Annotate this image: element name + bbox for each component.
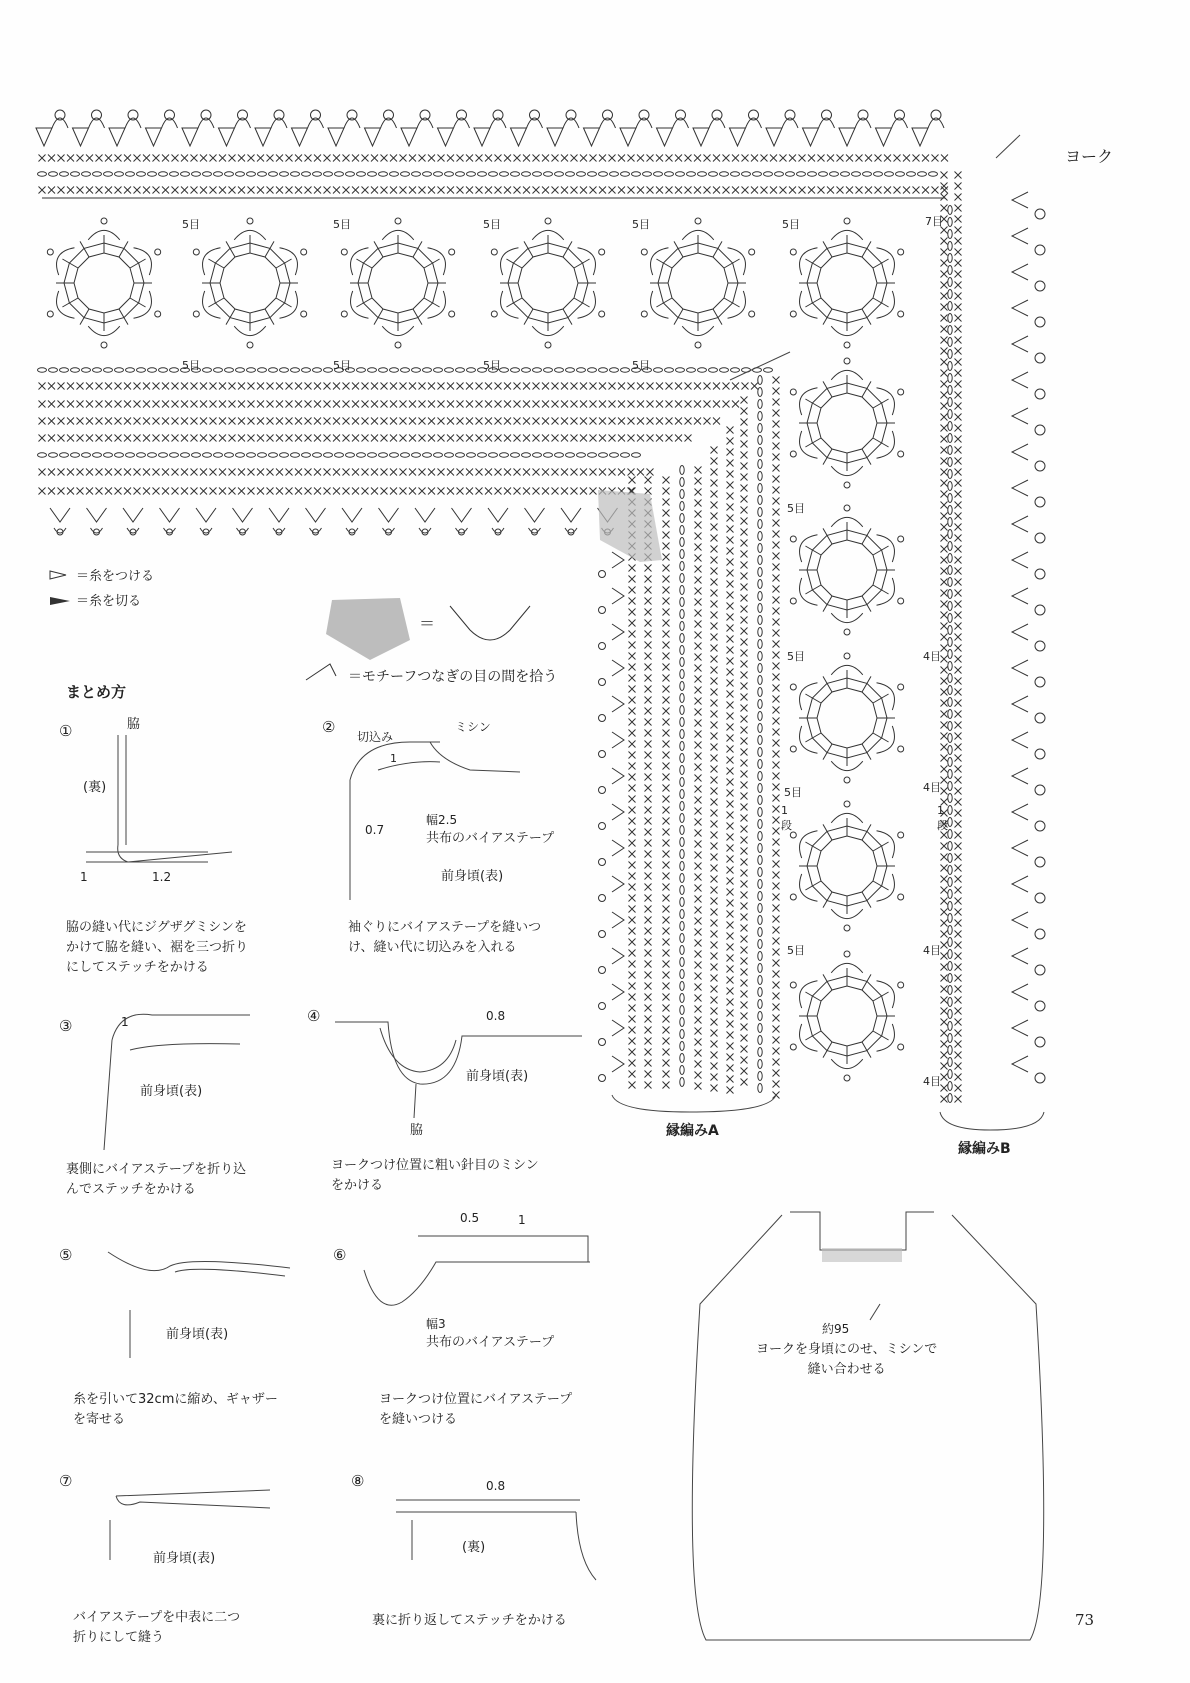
step1-ura: (裏): [83, 780, 107, 795]
step1-m2: 1.2: [152, 870, 172, 884]
step-number: ①: [59, 722, 73, 740]
stitch-label: 5目: [182, 359, 200, 372]
step1-drawing: [118, 735, 232, 862]
row-label: 段: [781, 819, 792, 832]
step1-waki: 脇: [127, 717, 141, 732]
step2-haba: 幅2.5: [426, 813, 458, 827]
step2-kirikomi: 切込み: [357, 730, 394, 744]
stitch-label: 4目: [923, 944, 941, 957]
step1-caption: 脇の縫い代にジグザグミシンを かけて脇を縫い、裾を三つ折り にしてステッチをかける: [66, 920, 249, 976]
corner-arrow: [996, 135, 1020, 158]
step-number: ⑤: [59, 1246, 73, 1264]
step7-caption: バイアステープを中表に二つ 折りにして縫う: [73, 1610, 241, 1646]
chart-rows: [36, 110, 948, 535]
stitch-label: 5目: [632, 218, 650, 231]
step6-haba: 幅3: [426, 1317, 446, 1331]
step4-waki: 脇: [410, 1123, 424, 1138]
garment-yoke: [790, 1212, 934, 1250]
step2-tape: [378, 762, 440, 770]
step2-front: 前身頃(表): [441, 869, 504, 884]
legend-pick-symbol: [306, 664, 336, 680]
stitch-label: 5目: [483, 359, 501, 372]
stitch-label: 4目: [923, 781, 941, 794]
legend-pick: ＝モチーフつなぎの目の間を拾う: [348, 669, 558, 685]
stitch-label: 5目: [632, 359, 650, 372]
step8-m08: 0.8: [486, 1479, 506, 1493]
edge-b-label: 縁編みB: [958, 1141, 1011, 1157]
join-shade: [598, 490, 662, 562]
legend-attach: ＝糸をつける: [76, 569, 155, 584]
row-label: 段: [937, 819, 948, 832]
garment-caption: ヨークを身頃にのせ、ミシンで 縫い合わせる: [756, 1342, 938, 1378]
step4-stitch: [380, 1028, 456, 1072]
step7-front: 前身頃(表): [153, 1551, 216, 1566]
step6-m1: 1: [518, 1213, 526, 1227]
attach-symbol: [50, 571, 66, 579]
step6-m05: 0.5: [460, 1211, 480, 1225]
step8-ura: (裏): [462, 1540, 486, 1555]
row-label: 1: [937, 804, 944, 817]
step8-drawing: [396, 1500, 596, 1580]
step2-caption: 袖ぐりにバイアステープを縫いつ け、縫い代に切込みを入れる: [348, 920, 542, 956]
assembly-heading: まとめ方: [66, 683, 127, 701]
step6-drawing: [364, 1236, 590, 1305]
stitch-label: 5目: [787, 944, 805, 957]
edge-b-brace: [940, 1112, 1044, 1130]
stitch-label: 7目: [925, 215, 943, 228]
stitch-label: 5目: [782, 218, 800, 231]
step2-m07: 0.7: [365, 823, 385, 837]
step2-m1: 1: [390, 752, 397, 765]
step-number: ⑥: [333, 1246, 347, 1264]
chart-columns: [599, 172, 1046, 1103]
stitch-label: 4目: [923, 1075, 941, 1088]
row-label: 1: [781, 804, 788, 817]
step5-front: 前身頃(表): [166, 1327, 229, 1342]
page-title: ヨーク: [1065, 147, 1114, 166]
edge-a-brace: [612, 1095, 776, 1112]
stitch-label: 5目: [333, 218, 351, 231]
step-number: ⑦: [59, 1472, 73, 1490]
step-number: ⑧: [351, 1472, 365, 1490]
stitch-label: 4目: [923, 650, 941, 663]
edge-a-label: 縁編みA: [666, 1123, 719, 1139]
step1-m1: 1: [80, 870, 88, 884]
legend-cut: ＝糸を切る: [76, 594, 142, 609]
step2-mishin: ミシン: [455, 720, 491, 734]
step3-caption: 裏側にバイアステープを折り込 んでステッチをかける: [66, 1162, 247, 1198]
stitch-label: 5目: [784, 786, 802, 799]
step5-caption: 糸を引いて32cmに縮め、ギャザー を寄せる: [73, 1392, 278, 1428]
page-number: 73: [1075, 1611, 1095, 1629]
garment-measure-line: [870, 1304, 880, 1320]
step-number: ③: [59, 1017, 73, 1035]
garment-body: [692, 1215, 1043, 1640]
step3-m1: 1: [121, 1015, 129, 1029]
step-number: ②: [322, 718, 336, 736]
garment-measure: 約95: [822, 1322, 850, 1336]
step6-caption: ヨークつけ位置にバイアステープ を縫いつける: [379, 1392, 573, 1428]
stitch-label: 5目: [787, 650, 805, 663]
step4-caption: ヨークつけ位置に粗い針目のミシン をかける: [331, 1158, 539, 1194]
step3-front: 前身頃(表): [140, 1084, 203, 1099]
legend-join-diagram: [450, 606, 530, 640]
step2-tape: 共布のバイアステープ: [426, 831, 555, 846]
legend-equals: ＝: [419, 614, 436, 633]
stitch-label: 5目: [182, 218, 200, 231]
garment-yoke-shade: [822, 1248, 902, 1262]
step8-caption: 裏に折り返してステッチをかける: [372, 1613, 567, 1628]
stitch-label: 5目: [483, 218, 501, 231]
stitch-label: 5目: [333, 359, 351, 372]
step5-gather: [175, 1269, 285, 1276]
cut-symbol: [50, 597, 70, 605]
step4-m08: 0.8: [486, 1009, 506, 1023]
legend-join-shade: [326, 598, 410, 660]
step4-drawing: [335, 1022, 582, 1118]
step-number: ④: [307, 1007, 321, 1025]
step4-front: 前身頃(表): [466, 1069, 529, 1084]
step6-tape: 共布のバイアステープ: [426, 1335, 555, 1350]
stitch-label: 5目: [787, 502, 805, 515]
